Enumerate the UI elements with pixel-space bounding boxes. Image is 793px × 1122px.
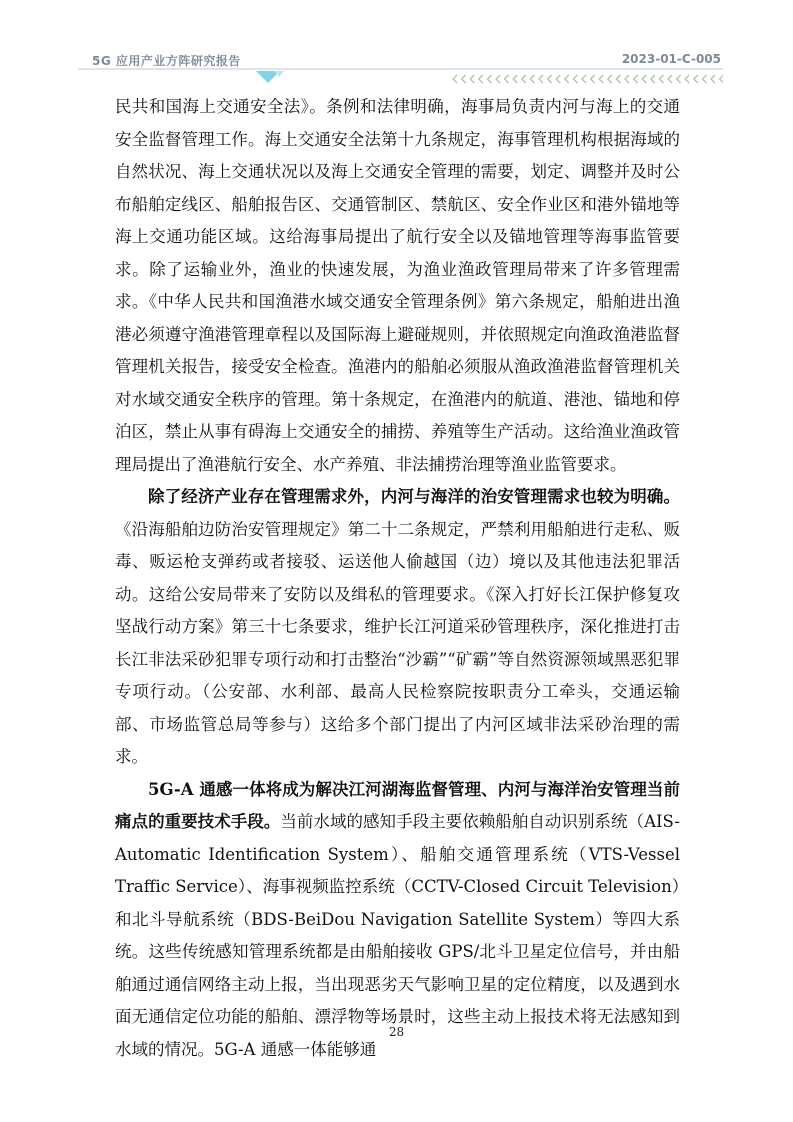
- paragraph-security-management: [115, 481, 680, 774]
- paragraph-text: 当前水域的感知手段主要依赖船舶自动识别系统（AIS-Automatic Identification System）、船舶交通管理系统（VTS-Vessel Traffic Service）、海事视频监控系统（CCTV-Closed Circuit Television）和北斗导航系统（BDS-BeiDou Navigation Satellite System）等四大系统。这些传统感知管理系统都是由船舶接收 GPS/北斗卫星定位信号，并由船舶通过通信网络主动上报，当出现恶劣天气影响卫星的定位精度，以及遇到水面无通信定位功能的船舶、漂浮物等场景时，这些主动上报技术将无法感知到水域的情况。5G-A 通感一体能够通: [115, 812, 681, 1059]
- header-divider-graphic: [78, 66, 723, 88]
- paragraph-lead-bold: 5G-A 通感一体将成为解决江河湖海监督管理、内河与海洋治安管理当前痛点的重要技术手段。: [115, 779, 680, 831]
- report-title: 5G 应用产业方阵研究报告: [92, 54, 241, 68]
- document-code: 2023-01-C-005: [621, 52, 721, 66]
- paragraph-5ga-sensing: [115, 774, 680, 1067]
- chevron-row-icon: [453, 75, 723, 83]
- paragraph-text: 《沿海船舶边防治安管理规定》第二十二条规定，严禁利用船舶进行走私、贩毒、贩运枪支弹药或者接驳、运送他人偷越国（边）境以及其他违法犯罪活动。这给公安局带来了安防以及缉私的管理要求。《深入打好长江保护修复攻坚战行动方案》第三十七条要求，维护长江河道采砂管理秩序，深化推进打击长江非法采砂犯罪专项行动和打击整治“沙霸”“矿霸”等自然资源领域黑恶犯罪专项行动。（公安部、水利部、最高人民检察院按职责分工牵头，交通运输部、市场监管总局等参与）这给多个部门提出了内河区域非法采砂治理的需求。: [115, 519, 680, 766]
- paragraph-text: 民共和国海上交通安全法》。条例和法律明确，海事局负责内河与海上的交通安全监督管理工作。海上交通安全法第十九条规定，海事管理机构根据海域的自然状况、海上交通状况以及海上交通安全管理的需要，划定、调整并及时公布船舶定线区、船舶报告区、交通管制区、禁航区、安全作业区和港外锚地等海上交通功能区域。这给海事局提出了航行安全以及锚地管理等海事监管要求。除了运输业外，渔业的快速发展，为渔业渔政管理局带来了许多管理需求。《中华人民共和国渔港水域交通安全管理条例》第六条规定，船舶进出渔港必须遵守渔港管理章程以及国际海上避碰规则，并依照规定向渔政渔港监督管理机关报告，接受安全检查。渔港内的船舶必须服从渔政渔港监督管理机关对水域交通安全秩序的管理。第十条规定，在渔港内的航道、港池、锚地和停泊区，禁止从事有碍海上交通安全的捕捞、养殖等生产活动。这给渔业渔政管理局提出了渔港航行安全、水产养殖、非法捕捞治理等渔业监管要求。: [115, 97, 680, 474]
- paragraph-maritime-management: [115, 91, 680, 481]
- body-content: [115, 91, 680, 1066]
- page-number: 28: [388, 1025, 405, 1039]
- paragraph-lead-bold: 除了经济产业存在管理需求外，内河与海洋的治安管理需求也较为明确。: [148, 487, 680, 506]
